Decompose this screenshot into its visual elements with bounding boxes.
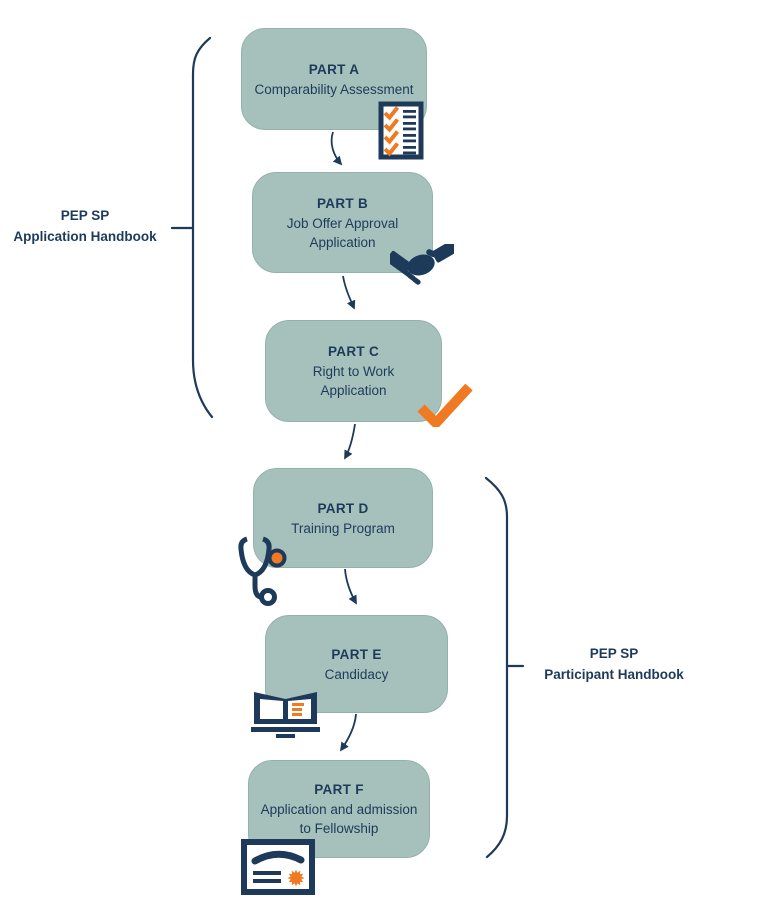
certificate-icon	[241, 839, 315, 895]
step-subtitle-part-d: Training Program	[291, 520, 395, 536]
step-subtitle-part-a: Comparability Assessment	[254, 81, 414, 97]
step-title-part-a: PART A	[308, 61, 360, 77]
step-subtitle-part-c-line1: Right to Work	[312, 364, 395, 379]
left-bracket-label-line2: Application Handbook	[13, 229, 157, 244]
checkmark-icon	[417, 384, 473, 427]
step-title-part-e: PART E	[331, 646, 382, 662]
step-subtitle-part-c-line2: Application	[320, 383, 387, 398]
step-subtitle-part-b-line1: Job Offer Approval	[286, 215, 399, 231]
step-subtitle-part-b-line2: Application	[309, 234, 376, 250]
right-bracket-label-line1: PEP SP	[589, 646, 639, 661]
step-title-part-c: PART C	[327, 344, 380, 359]
arrow-a-to-b	[332, 132, 341, 164]
arrow-c-to-d	[345, 424, 355, 458]
step-title-part-b: PART B	[316, 195, 369, 211]
left-bracket-label-line1: PEP SP	[60, 208, 110, 223]
step-subtitle-part-e: Candidacy	[324, 666, 389, 682]
step-subtitle-part-f-line1: Application and admission	[260, 802, 418, 817]
arrow-b-to-c	[343, 276, 354, 308]
arrow-e-to-f	[341, 714, 356, 750]
right-bracket-label-line2: Participant Handbook	[544, 667, 684, 682]
right-bracket-label	[534, 643, 694, 685]
step-title-part-f: PART F	[314, 782, 364, 797]
stethoscope-icon	[234, 534, 290, 608]
open-book-icon	[251, 686, 320, 740]
left-bracket-label	[0, 205, 170, 247]
step-title-part-d: PART D	[317, 500, 369, 516]
arrow-d-to-e	[345, 569, 356, 603]
handshake-icon	[390, 244, 454, 288]
checklist-icon	[378, 101, 424, 160]
step-box-part-c	[265, 320, 442, 422]
right-bracket	[486, 478, 523, 857]
step-subtitle-part-f-line2: to Fellowship	[299, 821, 379, 836]
left-bracket	[172, 38, 212, 417]
